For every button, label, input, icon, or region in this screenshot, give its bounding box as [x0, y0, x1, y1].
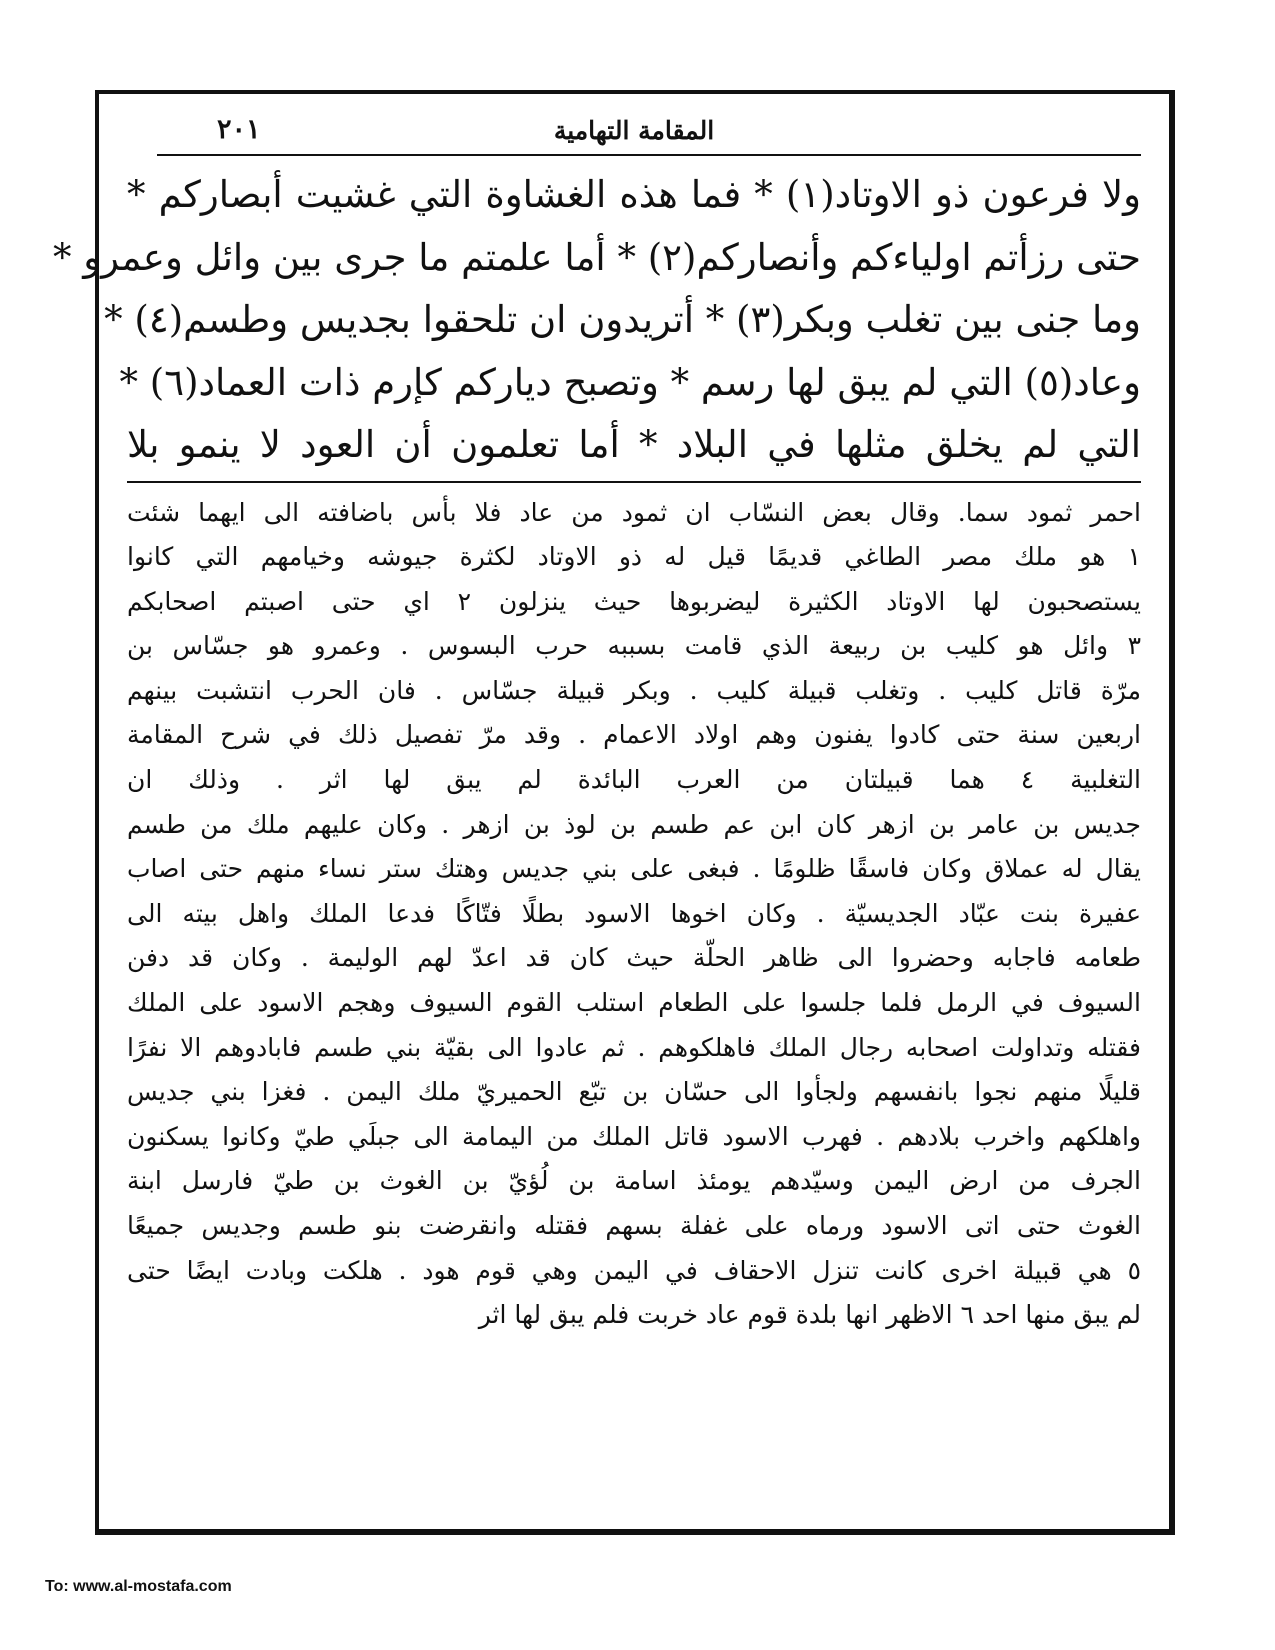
main-text-block — [52, 164, 1142, 477]
footnotes-rule — [127, 481, 1141, 483]
main-text-line: حتى رزأتم اولياءكم وأنصاركم(٢) * أما علمتم ما جرى بين وائل وعمرو * — [52, 235, 1141, 279]
footnote-line: واهلكهم واخرب بلادهم . فهرب الاسود قاتل الملك من اليمامة الى جبلَي طيّ وكانوا يسكنون — [127, 1121, 1141, 1151]
footnote-line: لم يبق منها احد ٦ الاظهر انها بلدة قوم عاد خربت فلم يبق لها اثر — [478, 1300, 1141, 1330]
chapter-title: المقامة التهامية — [553, 116, 715, 145]
page-content — [52, 112, 1142, 1509]
footnote-line: الغوث حتى اتى الاسود ورماه على غفلة بسهم فقتله وانقرضت بنو طسم وجديس جميعًا — [127, 1211, 1141, 1240]
footnote-line: طعامه فاجابه وحضروا الى ظاهر الحلّة حيث كان قد اعدّ لهم الوليمة . وكان قد دفن — [127, 943, 1141, 973]
footnote-line: التغلبية ٤ هما قبيلتان من العرب البائدة لم يبق لها اثر . وذلك ان — [127, 765, 1142, 795]
footnotes-block — [127, 491, 1141, 1338]
footnote-line: جديس بن عامر بن ازهر كان ابن عم طسم بن لوذ بن ازهر . وكان عليهم ملك من طسم — [127, 809, 1141, 839]
footnote-line: ١ هو ملك مصر الطاغي قديمًا قيل له ذو الاوتاد لكثرة جيوشه وخيامهم التي كانوا — [127, 542, 1141, 572]
main-text-line: وما جنى بين تغلب وبكر(٣) * أتريدون ان تلحقوا بجديس وطسم(٤) * — [104, 298, 1141, 341]
footnote-line: الجرف من ارض اليمن وسيّدهم يومئذ اسامة بن لُؤيّ بن الغوث بن طيّ فارسل ابنة — [127, 1166, 1141, 1196]
main-text-line: التي لم يخلق مثلها في البلاد * أما تعلمون أن العود لا ينمو بلا — [127, 423, 1141, 466]
footnote-line: مرّة قاتل كليب . وتغلب قبيلة كليب . وبكر قبيلة جسّاس . فان الحرب انتشبت بينهم — [127, 675, 1141, 705]
running-header — [127, 112, 1141, 156]
main-text-line: وعاد(٥) التي لم يبق لها رسم * وتصبح دياركم كإرم ذات العماد(٦) * — [119, 360, 1141, 404]
header-rule — [157, 154, 1141, 156]
footnote-line: قليلًا منهم نجوا بانفسهم ولجأوا الى حسّان بن تبّع الحميريّ ملك اليمن . فغزا بني جديس — [127, 1077, 1141, 1107]
footnote-line: يستصحبون لها الاوتاد الكثيرة ليضربوها حيث ينزلون ٢ اي حتى اصبتم اصحابكم — [127, 586, 1141, 616]
footnote-line: السيوف في الرمل فلما جلسوا على الطعام استلب القوم السيوف وهجم الاسود على الملك — [127, 988, 1141, 1018]
footnote-line: عفيرة بنت عبّاد الجديسيّة . وكان اخوها الاسود بطلًا فتّاكًا فدعا الملك واهل بيته الى — [127, 898, 1141, 928]
footnote-line: ٥ هي قبيلة اخرى كانت تنزل الاحقاف في اليمن وهي قوم هود . هلكت وبادت ايضًا حتى — [127, 1255, 1141, 1285]
footnote-line: احمر ثمود سما. وقال بعض النسّاب ان ثمود من عاد فلا بأس باضافته الى ايهما شئت — [127, 497, 1141, 527]
footnote-line: ٣ وائل هو كليب بن ربيعة الذي قامت بسببه حرب البسوس . وعمرو هو جسّاس بن — [127, 631, 1141, 661]
page-frame — [52, 90, 1175, 1535]
footnote-line: فقتله وتداولت اصحابه رجال الملك فاهلكوهم . ثم عادوا الى بقيّة بني طسم فابادوهم الا نفرًا — [127, 1032, 1141, 1062]
page-number: ٢٠١ — [217, 114, 261, 145]
footnote-line: يقال له عملاق وكان فاسقًا ظلومًا . فبغى على بني جديس وهتك ستر نساء منهم حتى اصاب — [127, 854, 1141, 884]
footnote-line: اربعين سنة حتى كادوا يفنون وهم اولاد الاعمام . وقد مرّ تفصيل ذلك في شرح المقامة — [127, 720, 1141, 750]
main-text-line: ولا فرعون ذو الاوتاد(١) * فما هذه الغشاوة التي غشيت أبصاركم * — [127, 173, 1142, 216]
source-credit: To: www.al-mostafa.com — [45, 1578, 232, 1595]
